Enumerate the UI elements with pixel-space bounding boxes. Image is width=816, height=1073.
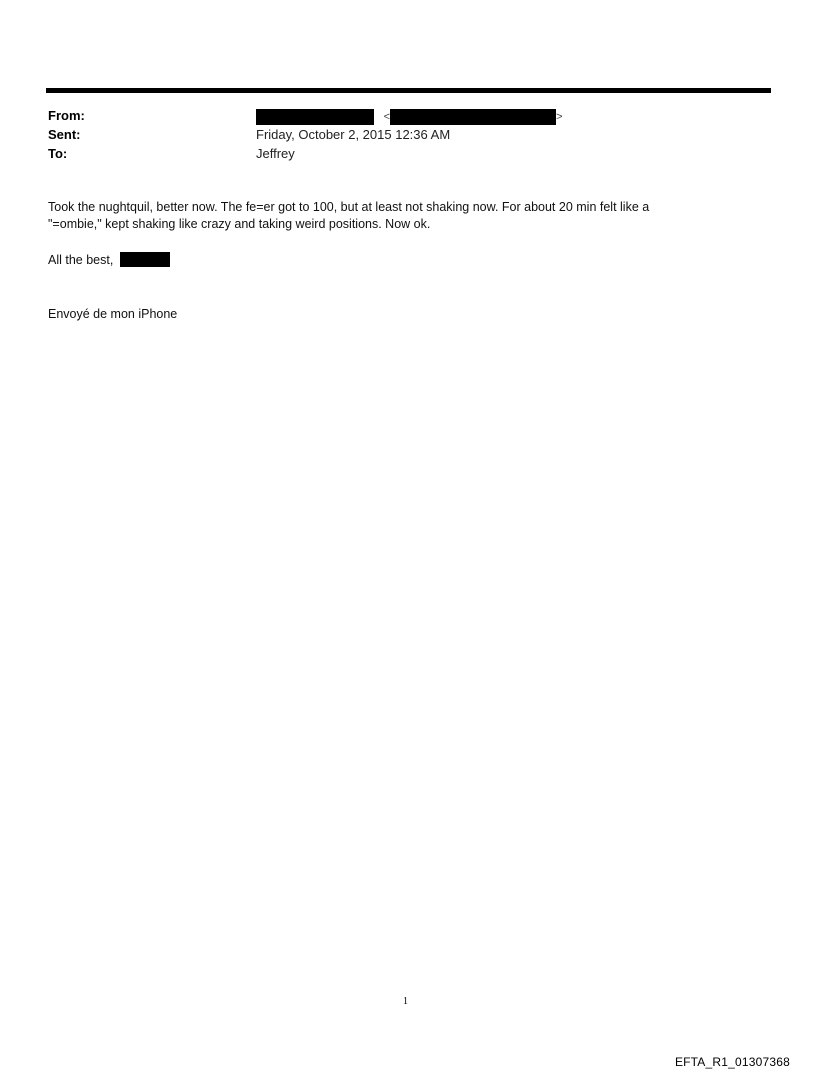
header-rule: [46, 88, 771, 93]
redaction-block: [390, 109, 556, 125]
closing-text: All the best,: [48, 253, 114, 267]
from-label: From:: [48, 108, 85, 123]
redaction-block: [256, 109, 374, 125]
sent-label: Sent:: [48, 127, 81, 142]
message-line-1: Took the nughtquil, better now. The fe=er got to 100, but at least not shaking now. For about 20 min felt like a: [48, 200, 650, 214]
from-open-bracket: <: [383, 111, 391, 123]
message-line-2: "=ombie," kept shaking like crazy and taking weird positions. Now ok.: [48, 217, 431, 231]
from-value: [256, 107, 563, 126]
to-label: To:: [48, 146, 68, 161]
sent-value: Friday, October 2, 2015 12:36 AM: [256, 127, 451, 142]
to-value: Jeffrey: [256, 146, 295, 161]
closing-line: [48, 252, 170, 269]
redaction-block: [120, 252, 170, 267]
from-close-bracket: >: [556, 111, 563, 123]
page-number: 1: [403, 996, 408, 1007]
signature-line: Envoyé de mon iPhone: [48, 307, 178, 321]
bates-number: EFTA_R1_01307368: [674, 1055, 790, 1069]
